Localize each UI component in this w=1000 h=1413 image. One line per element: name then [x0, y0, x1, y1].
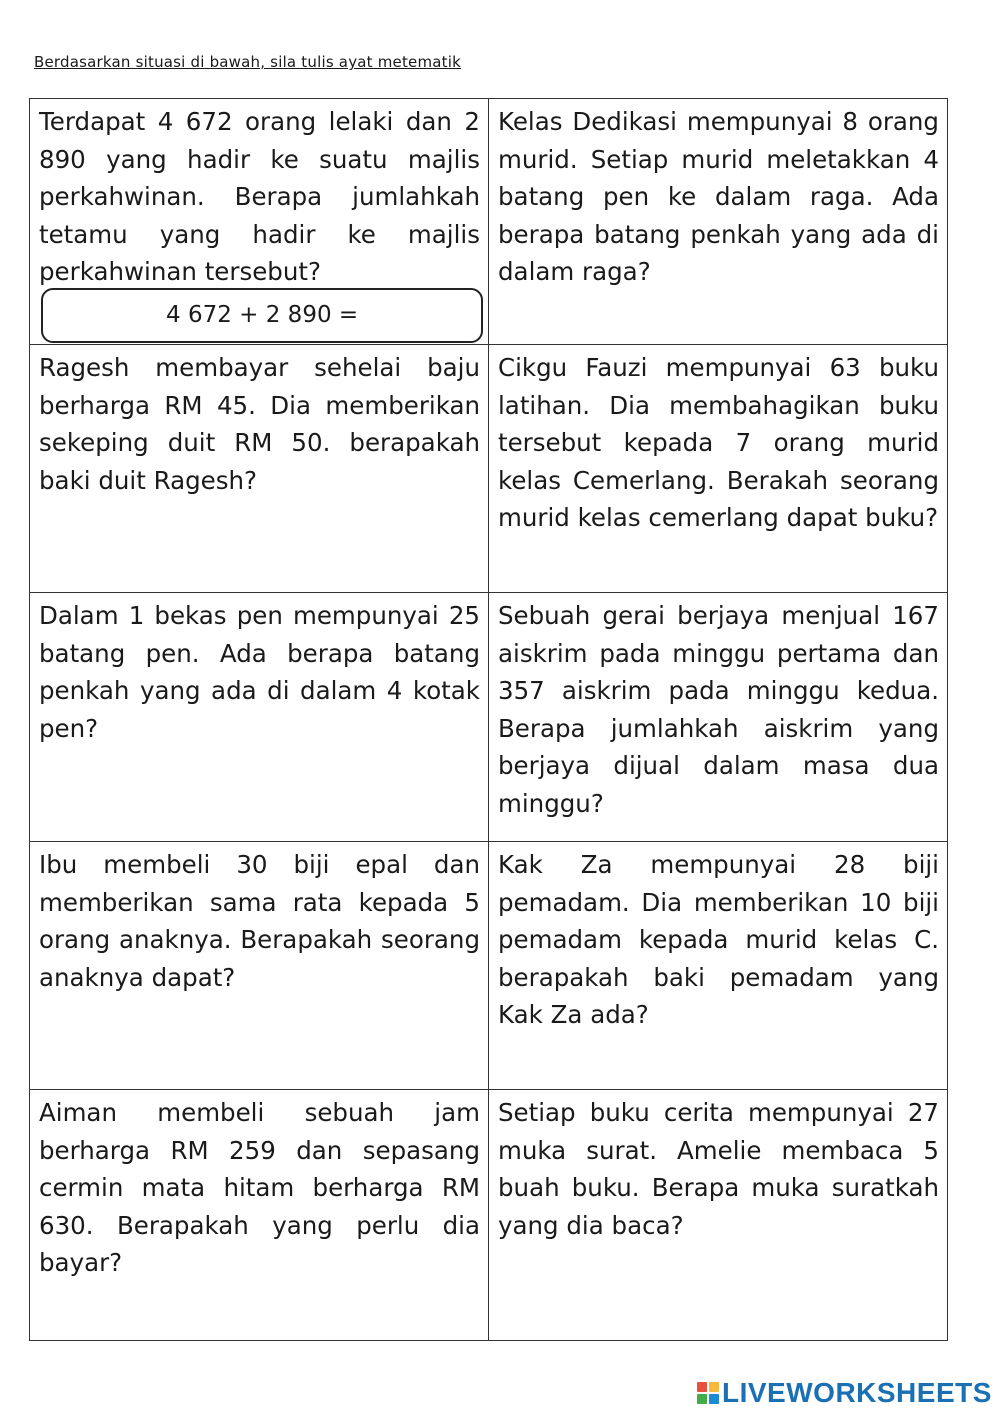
question-text: Setiap buku cerita mempunyai 27 muka surat. Amelie membaca 5 buah buku. Berapa muka suratkah yang dia baca?	[498, 1098, 939, 1240]
question-text: Dalam 1 bekas pen mempunyai 25 batang pen. Ada berapa batang penkah yang ada di dalam 4 kotak pen?	[39, 601, 480, 743]
liveworksheets-logo-icon	[697, 1382, 719, 1404]
question-cell	[489, 842, 948, 1090]
logo-square	[709, 1394, 719, 1404]
grid-row	[30, 345, 948, 593]
question-text: Ragesh membayar sehelai baju berharga RM 45. Dia memberikan sekeping duit RM 50. berapakah baki duit Ragesh?	[39, 353, 480, 495]
question-cell	[489, 593, 948, 842]
question-text: Terdapat 4 672 orang lelaki dan 2 890 yang hadir ke suatu majlis perkahwinan. Berapa jumlahkah tetamu yang hadir ke majlis perkahwinan tersebut?	[39, 107, 480, 286]
grid-row	[30, 842, 948, 1090]
grid-row	[30, 99, 948, 345]
question-text: Ibu membeli 30 biji epal dan memberikan sama rata kepada 5 orang anaknya. Berapakah seorang anaknya dapat?	[39, 850, 480, 992]
question-text: Kelas Dedikasi mempunyai 8 orang murid. Setiap murid meletakkan 4 batang pen ke dalam raga. Ada berapa batang penkah yang ada di dalam raga?	[498, 107, 939, 286]
logo-live: LIVE	[722, 1377, 787, 1408]
liveworksheets-logo[interactable]	[697, 1377, 992, 1409]
question-cell	[489, 345, 948, 593]
grid-row	[30, 593, 948, 842]
logo-square	[709, 1382, 719, 1392]
answer-box[interactable]: 4 672 + 2 890 =	[41, 288, 483, 343]
question-cell	[30, 1090, 489, 1341]
question-cell	[489, 99, 948, 345]
question-cell	[30, 345, 489, 593]
grid-row	[30, 1090, 948, 1341]
logo-square	[697, 1394, 707, 1404]
logo-square	[697, 1382, 707, 1392]
question-cell	[489, 1090, 948, 1341]
question-text: Kak Za mempunyai 28 biji pemadam. Dia memberikan 10 biji pemadam kepada murid kelas C. berapakah baki pemadam yang Kak Za ada?	[498, 850, 939, 1029]
question-grid	[29, 98, 948, 1341]
question-text: Cikgu Fauzi mempunyai 63 buku latihan. Dia membahagikan buku tersebut kepada 7 orang murid kelas Cemerlang. Berakah seorang murid kelas cemerlang dapat buku?	[498, 353, 939, 532]
question-text: Aiman membeli sebuah jam berharga RM 259 dan sepasang cermin mata hitam berharga RM 630. Berapakah yang perlu dia bayar?	[39, 1098, 480, 1277]
question-cell	[30, 593, 489, 842]
instruction-text: Berdasarkan situasi di bawah, sila tulis ayat metematik	[34, 53, 462, 71]
liveworksheets-logo-text	[722, 1377, 992, 1409]
logo-worksheets: WORKSHEETS	[786, 1377, 992, 1408]
question-cell	[30, 842, 489, 1090]
question-cell	[30, 99, 489, 345]
question-text: Sebuah gerai berjaya menjual 167 aiskrim pada minggu pertama dan 357 aiskrim pada minggu kedua. Berapa jumlahkah aiskrim yang berjaya dijual dalam masa dua minggu?	[498, 601, 939, 818]
